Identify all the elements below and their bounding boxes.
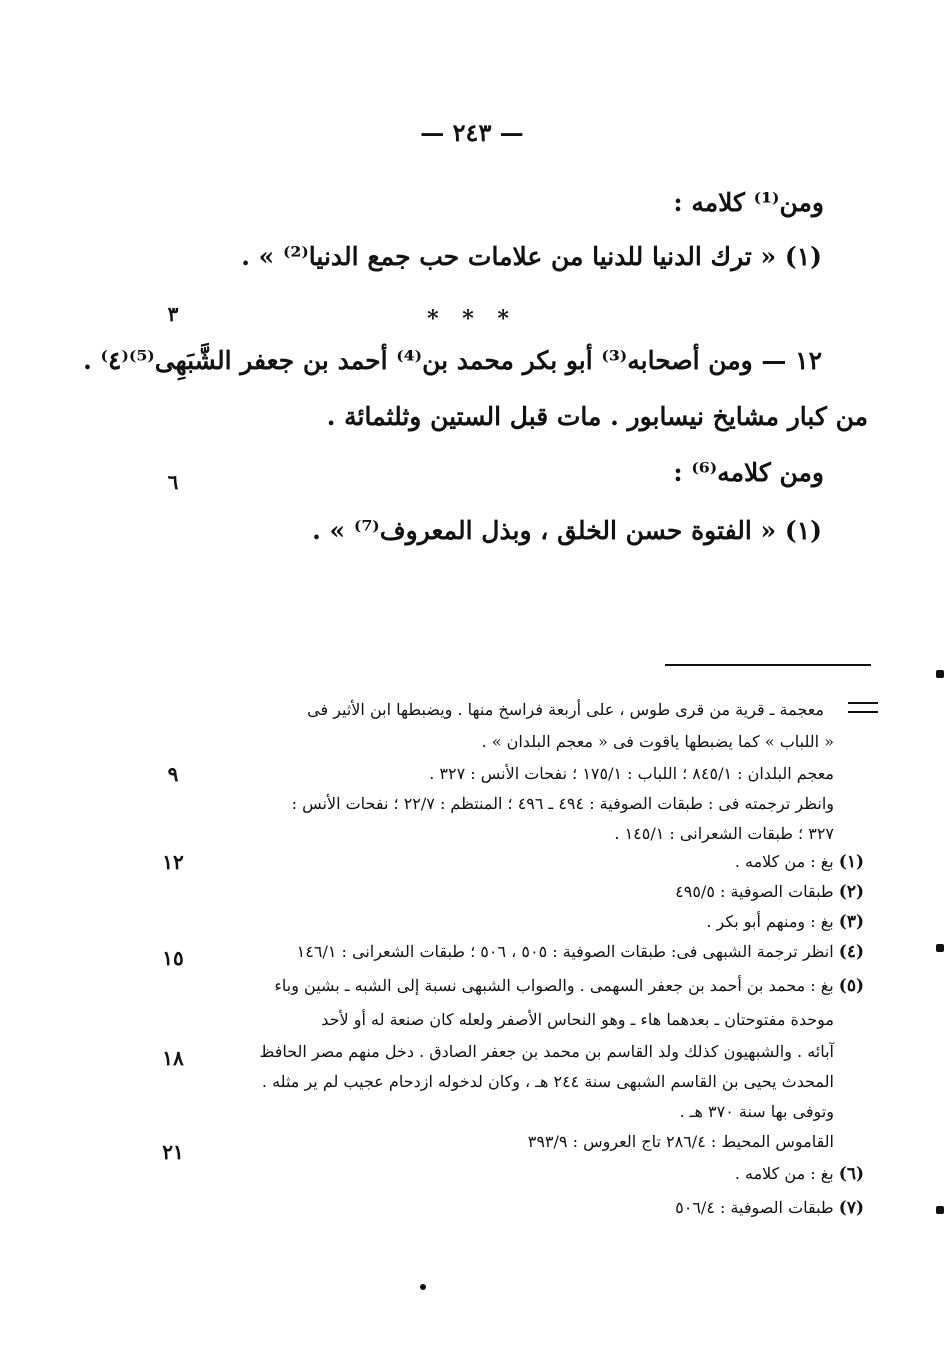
footnote-text: بغ : من كلامه . <box>734 852 834 871</box>
footnote-5-line: آبائه . والشبهيون كذلك ولد القاسم بن محمد بن جعفر الصادق . دخل منهم مصر الحافظ <box>259 1042 834 1061</box>
footnote-7 <box>675 1198 864 1218</box>
footnote-3 <box>706 912 864 932</box>
footnote-separator-rule <box>665 664 871 666</box>
footnote-continued-line: « اللباب » كما يضبطها ياقوت فى « معجم البلدان » . <box>481 732 834 751</box>
main-line-2: (١) « ترك الدنيا للدنيا من علامات حب جمع الدنيا⁽²⁾ » . <box>241 242 822 271</box>
margin-line-number: ٣ <box>167 302 179 326</box>
section-separator: * * * <box>427 306 517 332</box>
main-line-1: ومن⁽¹⁾ كلامه : <box>673 188 824 217</box>
footnote-number: (٦) <box>838 1164 864 1184</box>
main-line-5: ومن كلامه⁽⁶⁾ : <box>673 458 824 487</box>
footnote-5-line: المحدث يحيى بن القاسم الشبهى سنة ٢٤٤ هـ ، وكان لدخوله ازدحام عجيب لم ير مثله . <box>261 1072 834 1091</box>
margin-line-number: ٩ <box>167 762 179 786</box>
margin-line-number: ١٢ <box>162 850 184 874</box>
footnote-5-line: موحدة مفتوحتان ـ بعدهما هاء ـ وهو النحاس الأصفر ولعله كان صنعة له أو لأحد <box>321 1010 834 1029</box>
footnote-number: (٢) <box>838 882 864 902</box>
page-edge-mark <box>936 670 944 678</box>
margin-line-number: ٦ <box>167 470 179 494</box>
page-number: — ٢٤٣ — <box>420 118 524 147</box>
footnote-number: (٧) <box>838 1198 864 1218</box>
main-line-6: (١) « الفتوة حسن الخلق ، وبذل المعروف⁽⁷⁾ » . <box>312 516 822 545</box>
footnote-5-line: وتوفى بها سنة ٣٧٠ هـ . <box>679 1102 834 1121</box>
footnote-text: طبقات الصوفية : ٤٩٥/٥ <box>675 882 834 901</box>
margin-line-number: ١٥ <box>162 946 184 970</box>
footnote-text: انظر ترجمة الشبهى فى: طبقات الصوفية : ٥٠٥ ، ٥٠٦ ؛ طبقات الشعرانى : ١٤٦/١ <box>296 942 834 961</box>
footnote-number: (٣) <box>838 912 864 932</box>
margin-line-number: ٢١ <box>162 1140 184 1164</box>
footnote-5-sources: القاموس المحيط : ٢٨٦/٤ تاج العروس : ٣٩٣/٩ <box>527 1132 834 1151</box>
footnote-text: بغ : ومنهم أبو بكر . <box>706 912 834 931</box>
footnote-2 <box>675 882 864 902</box>
ink-speck <box>420 1284 426 1290</box>
page-edge-mark <box>936 1206 944 1214</box>
footnote-continued-line: معجم البلدان : ٨٤٥/١ ؛ اللباب : ١٧٥/١ ؛ نفحات الأنس : ٣٢٧ . <box>429 764 834 783</box>
footnote-text: طبقات الصوفية : ٥٠٦/٤ <box>675 1198 834 1217</box>
main-line-3: ١٢ — ومن أصحابه⁽³⁾ أبو بكر محمد بن⁽⁴⁾ أحمد بن جعفر الشَّبَهِى⁽⁵⁾⁽٤⁾ . <box>83 346 822 375</box>
main-line-4: من كبار مشايخ نيسابور . مات قبل الستين وثلثمائة . <box>326 402 868 431</box>
page-edge-mark <box>936 944 944 952</box>
footnote-text: بغ : من كلامه . <box>734 1164 834 1183</box>
continuation-mark <box>848 702 878 713</box>
footnote-number: (٥) <box>838 976 864 996</box>
footnote-5 <box>274 976 864 996</box>
footnote-continued-line: ٣٢٧ ؛ طبقات الشعرانى : ١٤٥/١ . <box>614 824 834 843</box>
footnote-text: بغ : محمد بن أحمد بن جعفر السهمى . والصواب الشبهى نسبة إلى الشبه ـ بشين وباء <box>274 976 834 995</box>
footnote-4 <box>297 942 864 962</box>
footnote-6 <box>735 1164 864 1184</box>
footnote-number: (٤) <box>838 942 864 962</box>
footnote-1 <box>735 852 864 872</box>
footnote-continued-line: وانظر ترجمته فى : طبقات الصوفية : ٤٩٤ ـ ٤٩٦ ؛ المنتظم : ٢٢/٧ ؛ نفحات الأنس : <box>291 794 834 813</box>
footnote-continued-line: معجمة ـ قرية من قرى طوس ، على أربعة فراسخ منها . ويضبطها ابن الأثير فى <box>307 700 824 719</box>
margin-line-number: ١٨ <box>162 1046 184 1070</box>
footnote-number: (١) <box>838 852 864 872</box>
